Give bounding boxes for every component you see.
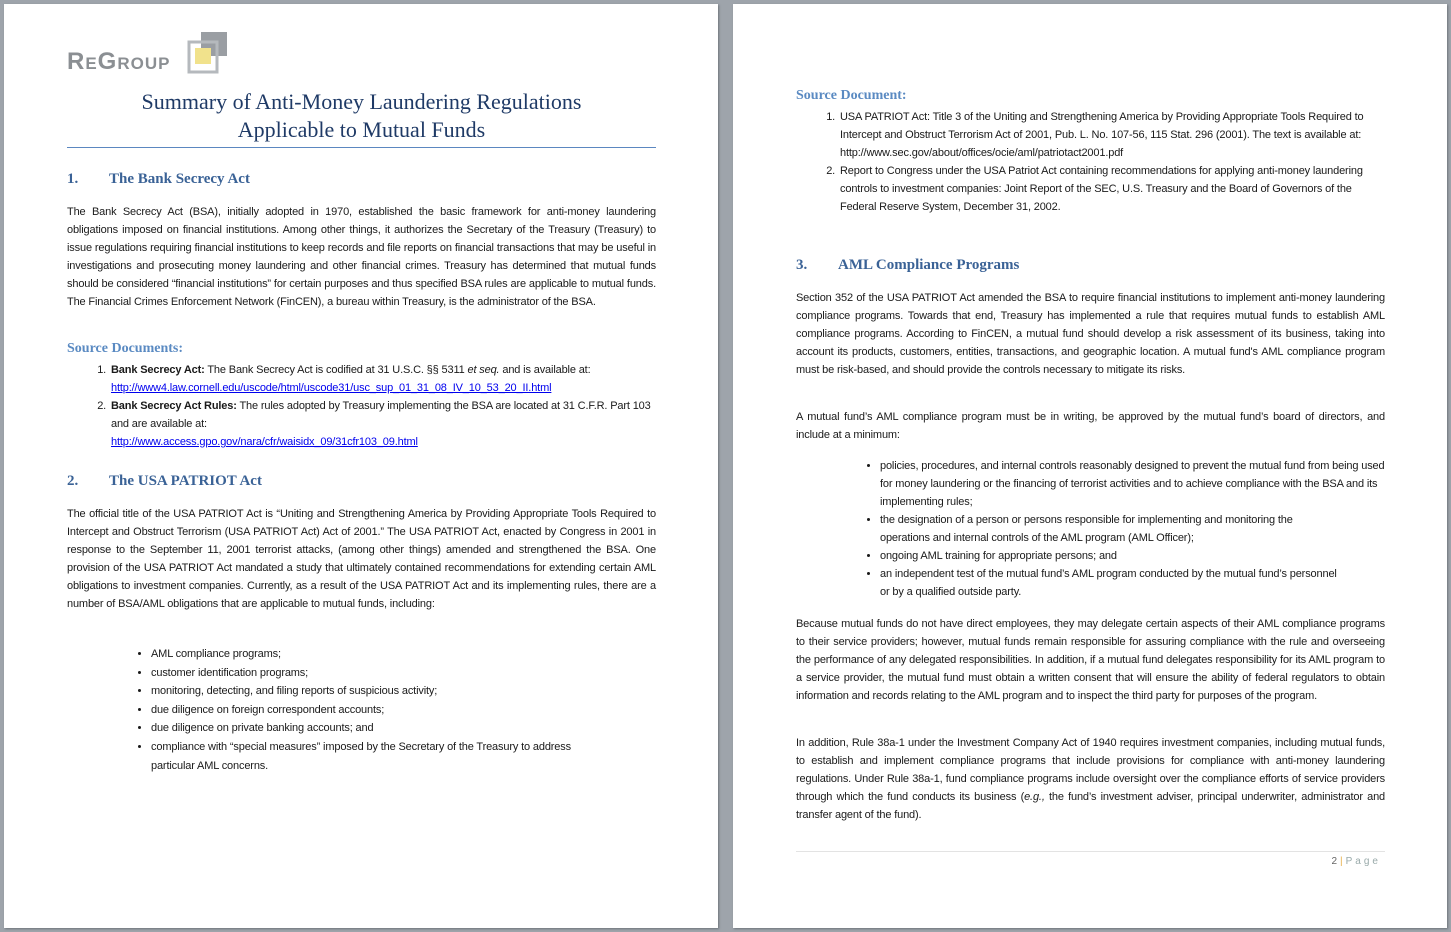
para-italic: e.g., [1024,791,1045,803]
title-line-2: Applicable to Mutual Funds [237,117,486,142]
section-3-para-3: Because mutual funds do not have direct employees, they may delegate certain aspects of their AML compliance programs to their service providers; however, mutual funds remain responsible for assuring compliance with the rule and overseeing the performance of any delegated responsibilities. In addition, if a mutual fund delegates responsibility for its AML program to a service provider, the mutual fund must obtain a written consent that will ensure the ability of federal regulators to obtain information and records relating to the AML program and to inspect the third party for purposes of the program. [796,618,1385,702]
list-item: • due diligence on foreign correspondent accounts; [151,701,636,720]
section-title: AML Compliance Programs [838,257,1020,273]
section-title: The Bank Secrecy Act [109,171,250,187]
section-1-body: The Bank Secrecy Act (BSA), initially adopted in 1970, established the basic framework for anti-money laundering obligations imposed on financial institutions. Among other things, it authorizes the Secretary of the Treasury (Treasury) to issue regulations requiring financial institutions to keep records and file reports on financial transactions that may be useful in investigations and prosecuting money laundering and other financial crimes. Treasury has determined that mutual funds should be considered “financial institutions” for certain purposes and thus specified BSA rules are applicable to mutual funds. The Financial Crimes Enforcement Network (FinCEN), a bureau within Treasury, is the administrator of the BSA. [67,206,656,308]
program-requirements-list [796,457,1385,601]
list-item: • customer identification programs; [151,664,636,683]
source-documents-list [67,361,656,451]
section-3-para-4 [796,734,1385,824]
document-title [67,88,656,144]
page-label: Page [1345,856,1381,867]
source-text: USA PATRIOT Act: Title 3 of the Uniting and Strengthening America by Providing Appropriate Tools Required to Intercept and Obstruct Terrorism Act of 2001, Pub. L. No. 107-56, 115 Stat. 296 (2001). The text is available at: [840,111,1364,141]
list-item: • compliance with “special measures” imposed by the Secretary of the Treasury to address particular AML concerns. [151,738,636,775]
gpo-link[interactable]: http://www.access.gpo.gov/nara/cfr/waisidx_09/31cfr103_09.html [111,436,418,448]
source-italic: et seq. [467,364,500,376]
list-item: 2. Report to Congress under the USA Patriot Act containing recommendations for applying anti-money laundering controls to investment companies: Joint Report of the SEC, U.S. Treasury and the Board of Governors of the Federal Reserve System, December 31, 2002. [838,162,1365,216]
list-item: • ongoing AML training for appropriate persons; and [880,547,1385,565]
para-text: the fund’s investment adviser, principal underwriter, administrator and transfer agent of the fund). [796,791,1386,821]
list-item: • AML compliance programs; [151,645,636,664]
page-2 [733,4,1447,928]
footer-rule [796,851,1385,852]
list-item: • an independent test of the mutual fund’s AML program conducted by the mutual fund’s personnel or by a qualified outside party. [880,565,1385,601]
para-text: In addition, Rule 38a-1 under the Investment Company Act of 1940 requires investment companies, including mutual funds, to establish and implement compliance programs that include provisions for compliance with anti-money laundering regulations. Under Rule 38a-1, fund compliance programs include oversight over the compliance efforts of service providers through which the fund conducts its business ( [796,737,1385,803]
list-item: • policies, procedures, and internal controls reasonably designed to prevent the mutual fund from being used for money laundering or the financing of terrorist activities and to achieve compliance with the BSA and its implementing rules; [880,457,1385,511]
list-item: • monitoring, detecting, and filing reports of suspicious activity; [151,682,636,701]
source-document-heading: Source Document: [796,88,907,103]
cornell-link[interactable]: http://www4.law.cornell.edu/uscode/html/uscode31/usc_sup_01_31_08_IV_10_53_20_II.html [111,382,552,394]
title-rule [67,147,656,148]
list-item: • the designation of a person or persons responsible for implementing and monitoring the operations and internal controls of the AML program (AML Officer); [880,511,1385,547]
section-1-heading [67,171,656,188]
source-label: Bank Secrecy Act Rules: [111,400,237,412]
section-number: 1. [67,171,79,187]
section-3-heading [796,257,1385,274]
source-text: The Bank Secrecy Act is codified at 31 U.S.C. §§ 5311 [204,364,468,376]
logo-text: ReGroup [67,48,171,75]
section-2-body: The official title of the USA PATRIOT Act is “Uniting and Strengthening America by Providing Appropriate Tools Required to Intercept and Obstruct Terrorism (USA PATRIOT Act) Act of 2001.” The USA PATRIOT Act, enacted by Congress in 2001 in response to the September 11, 2001 terrorist attacks, (among other things) amended and strengthened the BSA. One provision of the USA PATRIOT Act mandated a study that ultimately contained recommendations for extending certain AML obligations to investment companies. Currently, as a result of the USA PATRIOT Act and its implementing rules, there are a number of BSA/AML obligations that are applicable to mutual funds, including: [67,508,656,610]
source-label: Bank Secrecy Act: [111,364,205,376]
source-text: The rules adopted by Treasury implementing the BSA are located at 31 C.F.R. Part 103 and are available at: [111,400,651,430]
page-footer [1331,856,1381,867]
section-number: 2. [67,473,79,489]
section-3-para-2: A mutual fund’s AML compliance program must be in writing, be approved by the mutual fund’s board of directors, and include at a minimum: [796,411,1385,441]
source-document-list [796,108,1385,216]
list-item [109,397,656,451]
section-3-para-1: Section 352 of the USA PATRIOT Act amended the BSA to require financial institutions to implement anti-money laundering compliance programs. Towards that end, Treasury has implemented a rule that requires mutual funds to establish AML compliance programs. According to FinCEN, a mutual fund should develop a risk assessment of its business, taking into account its products, customers, entities, transactions, and geographic location. A mutual fund's AML compliance program must be risk-based, and should provide the controls necessary to mitigate its risks. [796,292,1385,376]
footer-separator: | [1340,856,1343,867]
source-documents-heading: Source Documents: [67,341,184,356]
title-line-1: Summary of Anti-Money Laundering Regulations [141,89,582,114]
regroup-logo [67,30,237,78]
page-1 [4,4,718,928]
section-number: 3. [796,257,808,273]
list-item [838,108,1365,162]
page-number: 2 [1331,856,1338,867]
list-item [109,361,656,397]
obligations-list [67,645,656,775]
source-text: and is available at: [499,364,591,376]
patriot-act-url[interactable]: http://www.sec.gov/about/offices/ocie/aml/patriotact2001.pdf [840,147,1124,159]
section-title: The USA PATRIOT Act [109,473,262,489]
section-2-heading [67,473,656,490]
list-item: • due diligence on private banking accounts; and [151,719,636,738]
